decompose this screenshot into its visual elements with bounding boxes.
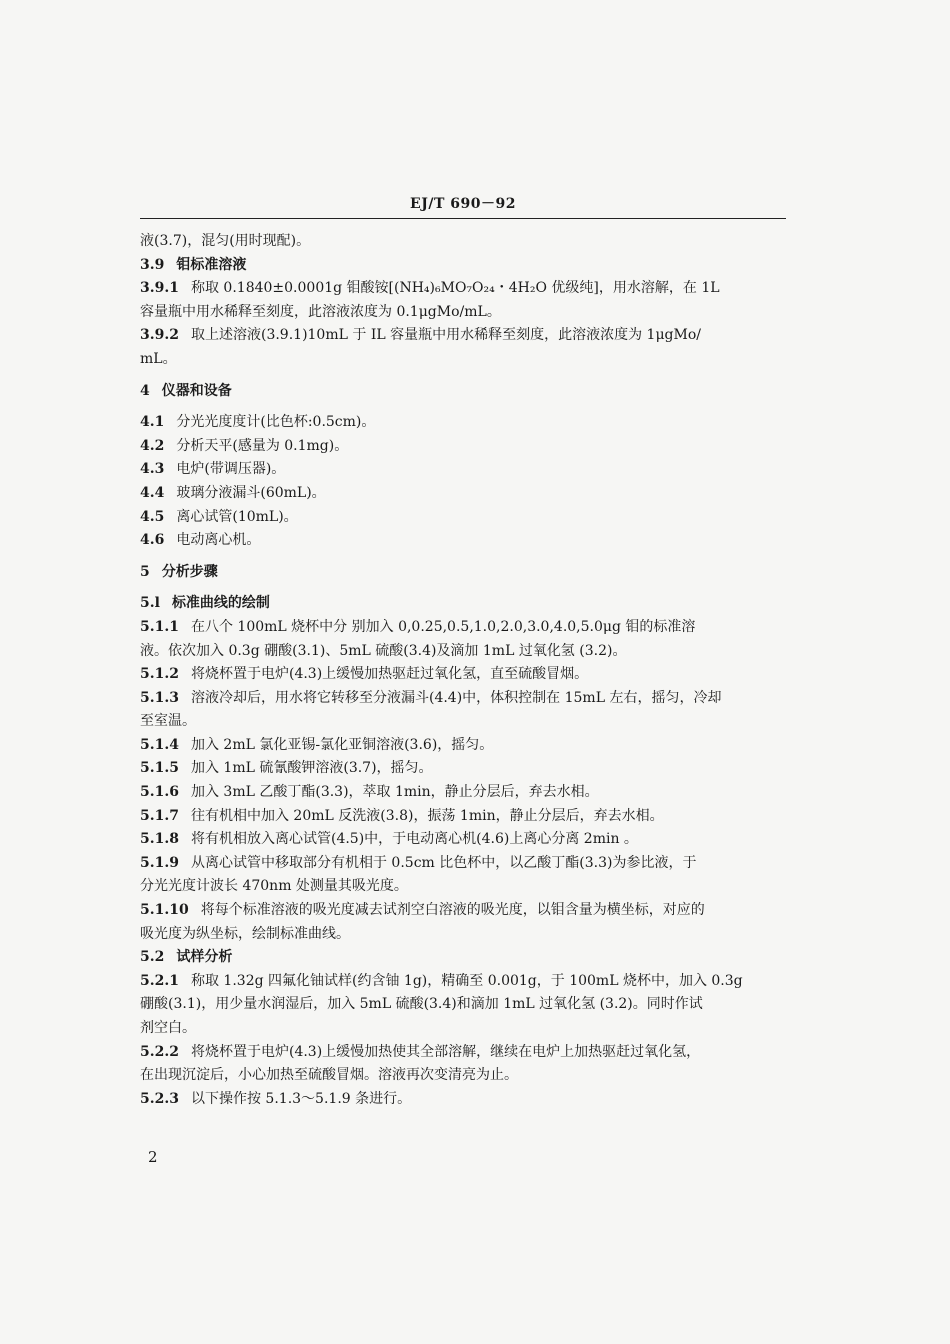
clause-text: 玻璃分液漏斗(60mL)。 — [176, 484, 326, 501]
clause-number: 5.l — [140, 595, 160, 612]
clause-number: 4 — [140, 382, 150, 399]
clause-text: 加入 3mL 乙酸丁酯(3.3)，萃取 1min，静止分层后，弃去水相。 — [190, 784, 599, 801]
clause-text: 液。依次加入 0.3g 硼酸(3.1)、5mL 硫酸(3.4)及滴加 1mL 过氧化氢 (3.2)。 — [140, 642, 627, 659]
text-line — [140, 1064, 786, 1088]
clause-text: 往有机相中加入 20mL 反洗液(3.8)，振荡 1min，静止分层后，弃去水相。 — [190, 807, 664, 824]
clause-text: 加入 2mL 氯化亚锡-氯化亚铜溶液(3.6)，摇匀。 — [190, 736, 494, 753]
clause-text: 取上述溶液(3.9.1)10mL 于 IL 容量瓶中用水稀释至刻度，此溶液浓度为 1μgMo/ — [190, 327, 701, 344]
clause-text: 电炉(带调压器)。 — [176, 461, 286, 478]
text-line — [140, 529, 786, 553]
text-line — [140, 734, 786, 758]
section-heading — [140, 380, 786, 404]
clause-number: 4.3 — [140, 461, 165, 478]
page-number: 2 — [148, 1148, 158, 1166]
clause-number: 5.1.5 — [140, 760, 179, 777]
clause-text: 称取 0.1840±0.0001g 钼酸铵[(NH₄)₆MO₇O₂₄・4H₂O 优级纯]，用水溶解，在 1L — [190, 280, 720, 297]
text-line — [140, 781, 786, 805]
clause-text: 液(3.7)，混匀(用时现配)。 — [140, 233, 311, 249]
clause-text: 分析步骤 — [161, 563, 218, 580]
clause-text: 仪器和设备 — [161, 382, 232, 399]
clause-text: 吸光度为纵坐标，绘制标准曲线。 — [140, 925, 350, 942]
text-line — [140, 993, 786, 1017]
text-line — [140, 970, 786, 994]
clause-text: 从离心试管中移取部分有机相于 0.5cm 比色杯中，以乙酸丁酯(3.3)为参比液，于 — [190, 854, 697, 871]
clause-text: 容量瓶中用水稀释至刻度，此溶液浓度为 0.1μgMo/mL。 — [140, 303, 501, 320]
text-line — [140, 348, 786, 372]
clause-number: 4.5 — [140, 508, 165, 525]
clause-number: 5.1.1 — [140, 618, 179, 635]
clause-text: 加入 1mL 硫氰酸钾溶液(3.7)，摇匀。 — [190, 760, 433, 777]
header-divider — [140, 218, 786, 219]
text-line — [140, 1017, 786, 1041]
clause-number: 3.9.2 — [140, 327, 179, 344]
text-line — [140, 277, 786, 301]
text-line — [140, 230, 786, 254]
text-line — [140, 1088, 786, 1112]
clause-text: 试样分析 — [176, 949, 233, 966]
text-line — [140, 828, 786, 852]
clause-number: 5.1.6 — [140, 784, 179, 801]
clause-text: 以下操作按 5.1.3～5.1.9 条进行。 — [190, 1090, 412, 1107]
clause-number: 5 — [140, 563, 150, 580]
clause-number: 3.9.1 — [140, 280, 179, 297]
text-line — [140, 923, 786, 947]
clause-number: 5.2.1 — [140, 972, 179, 989]
text-line — [140, 506, 786, 530]
clause-number: 5.1.8 — [140, 831, 179, 848]
clause-number: 5.2.3 — [140, 1090, 179, 1107]
clause-number: 4.6 — [140, 532, 165, 549]
text-line — [140, 710, 786, 734]
clause-text: 硼酸(3.1)，用少量水润湿后，加入 5mL 硫酸(3.4)和滴加 1mL 过氧化氢 (3.2)。同时作试 — [140, 996, 703, 1013]
clause-text: 离心试管(10mL)。 — [176, 508, 298, 525]
section-heading — [140, 592, 786, 616]
clause-text: mL。 — [140, 350, 177, 367]
clause-text: 电动离心机。 — [176, 532, 261, 549]
text-line — [140, 435, 786, 459]
text-line — [140, 875, 786, 899]
text-line — [140, 616, 786, 640]
clause-text: 在八个 100mL 烧杯中分 别加入 0,0.25,0.5,1.0,2.0,3.0,4.0,5.0μg 钼的标准溶 — [190, 618, 696, 635]
text-line — [140, 663, 786, 687]
text-line — [140, 482, 786, 506]
text-line — [140, 1041, 786, 1065]
text-line — [140, 411, 786, 435]
clause-text: 将烧杯置于电炉(4.3)上缓慢加热驱赶过氧化氢，直至硫酸冒烟。 — [190, 666, 589, 683]
standard-code-header: EJ/T 690－92 — [410, 196, 516, 212]
clause-number: 5.2.2 — [140, 1043, 179, 1060]
text-line — [140, 458, 786, 482]
clause-number: 5.1.4 — [140, 736, 179, 753]
clause-number: 5.1.9 — [140, 854, 179, 871]
clause-number: 5.1.2 — [140, 666, 179, 683]
clause-number: 5.2 — [140, 949, 165, 966]
document-body — [140, 230, 786, 1111]
clause-text: 分析天平(感量为 0.1mg)。 — [176, 437, 349, 454]
clause-text: 在出现沉淀后，小心加热至硫酸冒烟。溶液再次变清亮为止。 — [140, 1067, 518, 1084]
clause-text: 称取 1.32g 四氟化铀试样(约含铀 1g)，精确至 0.001g，于 100mL 烧杯中，加入 0.3g — [190, 972, 743, 989]
text-line — [140, 852, 786, 876]
clause-text: 将有机相放入离心试管(4.5)中，于电动离心机(4.6)上离心分离 2min 。 — [190, 831, 638, 848]
clause-text: 分光光度计波长 470nm 处测量其吸光度。 — [140, 878, 408, 895]
text-line — [140, 640, 786, 664]
clause-text: 至室温。 — [140, 713, 196, 730]
clause-text: 将每个标准溶液的吸光度减去试剂空白溶液的吸光度，以钼含量为横坐标，对应的 — [200, 902, 705, 919]
text-line — [140, 899, 786, 923]
clause-number: 4.2 — [140, 437, 165, 454]
text-line — [140, 301, 786, 325]
clause-number: 5.1.7 — [140, 807, 179, 824]
section-heading — [140, 254, 786, 278]
clause-number: 4.1 — [140, 414, 165, 431]
clause-text: 钼标准溶液 — [176, 256, 247, 273]
section-heading — [140, 561, 786, 585]
text-line — [140, 805, 786, 829]
text-line — [140, 757, 786, 781]
clause-text: 标准曲线的绘制 — [171, 595, 270, 612]
clause-text: 剂空白。 — [140, 1020, 196, 1036]
clause-text: 将烧杯置于电炉(4.3)上缓慢加热使其全部溶解，继续在电炉上加热驱赶过氧化氢， — [190, 1043, 701, 1060]
clause-number: 4.4 — [140, 484, 165, 501]
clause-number: 5.1.10 — [140, 902, 189, 919]
text-line — [140, 324, 786, 348]
clause-number: 3.9 — [140, 256, 165, 273]
clause-number: 5.1.3 — [140, 689, 179, 706]
clause-text: 分光光度度计(比色杯:0.5cm)。 — [176, 414, 376, 431]
section-heading — [140, 946, 786, 970]
text-line — [140, 687, 786, 711]
clause-text: 溶液冷却后，用水将它转移至分液漏斗(4.4)中，体积控制在 15mL 左右，摇匀，冷却 — [190, 689, 722, 706]
